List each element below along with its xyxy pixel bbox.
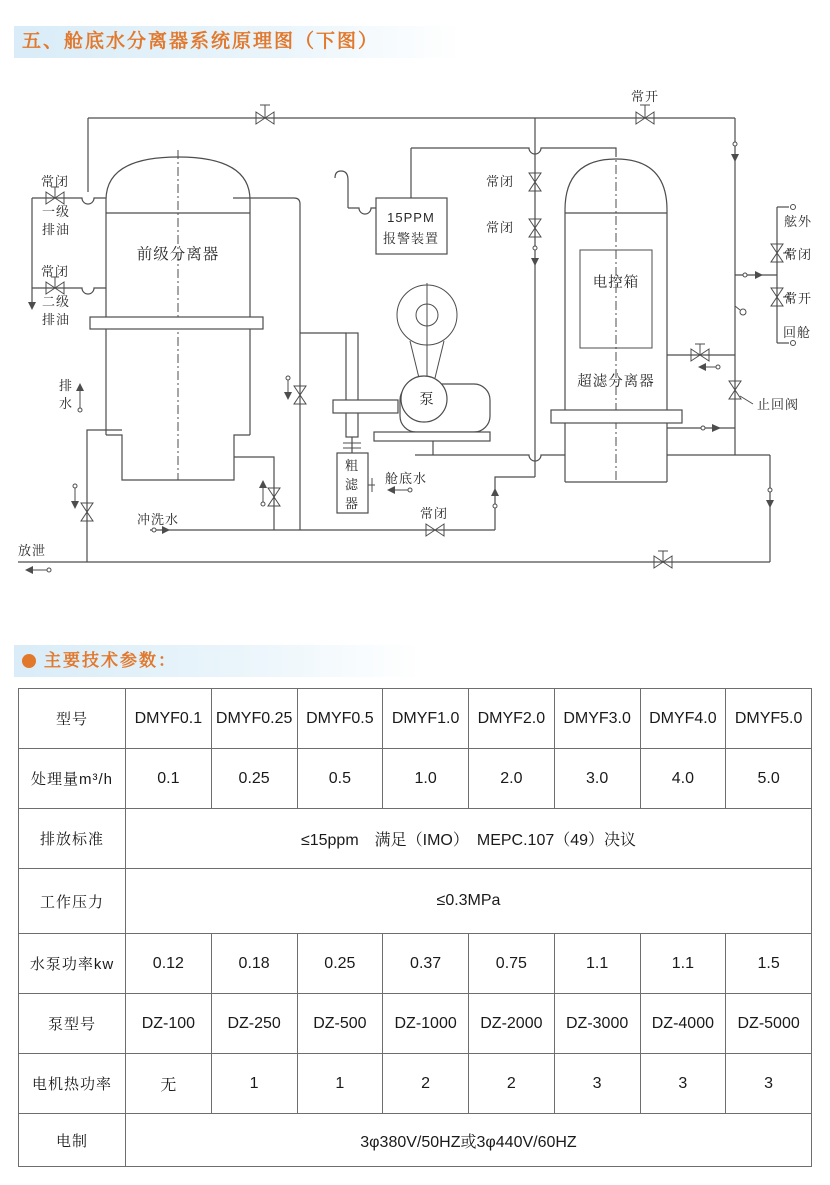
params-heading-text: 主要技术参数： (44, 651, 177, 670)
label-release: 放泄 (17, 543, 47, 558)
label-nc-flush: 常闭 (419, 506, 449, 521)
table-cell: DMYF5.0 (726, 689, 812, 749)
table-row-working-pressure (19, 869, 812, 934)
table-cell: DZ-2000 (469, 994, 555, 1054)
table-cell: DZ-5000 (726, 994, 812, 1054)
table-cell: DZ-100 (126, 994, 212, 1054)
label-no-return: 常开 (783, 291, 813, 306)
table-cell: DMYF2.0 (469, 689, 555, 749)
label-overboard: 舷外 (783, 214, 813, 229)
table-cell: 0.25 (211, 749, 297, 809)
specs-table (18, 688, 812, 1167)
label-nc-backflush1: 常闭 (485, 174, 514, 189)
label-stage2: 二级 (41, 294, 71, 309)
ultra-separator-tank (551, 148, 682, 482)
table-cell: 1 (297, 1054, 383, 1114)
label-filter-char2: 滤 (344, 477, 360, 492)
table-cell: DMYF3.0 (554, 689, 640, 749)
sample-cock (735, 306, 740, 310)
table-cell: 4.0 (640, 749, 726, 809)
table-cell: 1.5 (726, 934, 812, 994)
table-cell: 0.75 (469, 934, 555, 994)
table-cell: 0.37 (383, 934, 469, 994)
table-row-electric-system (19, 1114, 812, 1167)
table-cell: 3 (726, 1054, 812, 1114)
label-pre-separator: 前级分离器 (136, 246, 220, 263)
label-oil-drain2: 排油 (41, 312, 71, 327)
table-cell-merged: ≤15ppm 满足（IMO） MEPC.107（49）决议 (126, 809, 812, 869)
label-ultra-separator: 超滤分离器 (577, 374, 655, 390)
label-return-to-cabin: 回舱 (782, 325, 812, 340)
table-cell: 2 (469, 1054, 555, 1114)
valve-tank2-outlet (691, 344, 709, 361)
label-nc-backflush2: 常闭 (485, 220, 514, 235)
table-row-pump-model (19, 994, 812, 1054)
label-no-top: 常开 (630, 89, 660, 104)
valve-bottom-line (654, 551, 672, 568)
table-cell: 0.1 (126, 749, 212, 809)
label-flush-water: 冲洗水 (136, 512, 180, 527)
table-cell: DMYF1.0 (383, 689, 469, 749)
valve-oil1-nc (46, 187, 64, 204)
label-nc-overboard: 常闭 (783, 247, 813, 262)
suction-column (346, 333, 358, 437)
table-cell: DMYF0.25 (211, 689, 297, 749)
page-title: 五、舱底水分离器系统原理图（下图） (14, 26, 462, 58)
valve-oil2-nc (46, 277, 64, 294)
label-oil-drain1: 排油 (41, 222, 71, 237)
label-nc-oil1: 常闭 (40, 174, 70, 189)
table-row-discharge-standard (19, 809, 812, 869)
label-drain-char1: 排 (58, 378, 74, 393)
table-cell: 0.5 (297, 749, 383, 809)
valve-normally-open-top (636, 105, 654, 124)
table-cell: DZ-3000 (554, 994, 640, 1054)
tank1-flange (90, 317, 263, 329)
table-cell-merged: 3φ380V/50HZ或3φ440V/60HZ (126, 1114, 812, 1167)
pump-assembly (333, 283, 490, 441)
table-cell-merged: ≤0.3MPa (126, 869, 812, 934)
label-filter-char3: 器 (344, 496, 360, 511)
table-cell: DZ-250 (211, 994, 297, 1054)
table-cell: 3 (640, 1054, 726, 1114)
row-label: 工作压力 (19, 869, 126, 934)
tank2-flange (551, 410, 682, 423)
row-label: 泵型号 (19, 994, 126, 1054)
table-cell: 1.1 (640, 934, 726, 994)
table-cell: 2 (383, 1054, 469, 1114)
table-row-capacity (19, 749, 812, 809)
bullet-icon (22, 654, 36, 668)
row-label: 型号 (19, 689, 126, 749)
table-cell: 无 (126, 1054, 212, 1114)
label-alarm-line2: 报警装置 (382, 231, 440, 246)
row-label: 电制 (19, 1114, 126, 1167)
table-row-pump-power (19, 934, 812, 994)
table-cell: 3.0 (554, 749, 640, 809)
check-valve-pointer (740, 396, 753, 404)
table-row-model (19, 689, 812, 749)
table-cell: DZ-4000 (640, 994, 726, 1054)
table-cell: 1.1 (554, 934, 640, 994)
table-cell: DMYF4.0 (640, 689, 726, 749)
pump-base (374, 432, 490, 441)
label-drain-char2: 水 (58, 396, 74, 411)
label-nc-oil2: 常闭 (40, 264, 70, 279)
table-cell: 1 (211, 1054, 297, 1114)
table-cell: 0.25 (297, 934, 383, 994)
label-pump: 泵 (419, 392, 435, 408)
row-label: 处理量m³/h (19, 749, 126, 809)
row-label: 电机热功率 (19, 1054, 126, 1114)
table-cell: 3 (554, 1054, 640, 1114)
piping-network (18, 118, 789, 562)
label-stage1: 一级 (41, 204, 71, 219)
table-cell: DMYF0.5 (297, 689, 383, 749)
table-cell: 0.18 (211, 934, 297, 994)
suction-crossbar (333, 400, 398, 413)
row-label: 水泵功率kw (19, 934, 126, 994)
control-box-outline (580, 250, 652, 348)
table-cell: 1.0 (383, 749, 469, 809)
row-label: 排放标准 (19, 809, 126, 869)
label-control-box: 电控箱 (592, 275, 640, 291)
table-cell: DZ-1000 (383, 994, 469, 1054)
label-bilge-water: 舱底水 (384, 471, 428, 486)
table-cell: 2.0 (469, 749, 555, 809)
valves (46, 105, 789, 568)
table-cell: 5.0 (726, 749, 812, 809)
table-row-heater-power (19, 1054, 812, 1114)
params-heading (14, 645, 422, 677)
label-check-valve: 止回阀 (757, 397, 800, 412)
table-cell: DZ-500 (297, 994, 383, 1054)
label-alarm-line1: 15PPM (387, 210, 435, 225)
table-cell: 0.12 (126, 934, 212, 994)
table-cell: DMYF0.1 (126, 689, 212, 749)
valve-top-line (256, 105, 274, 124)
label-filter-char1: 粗 (344, 458, 360, 473)
